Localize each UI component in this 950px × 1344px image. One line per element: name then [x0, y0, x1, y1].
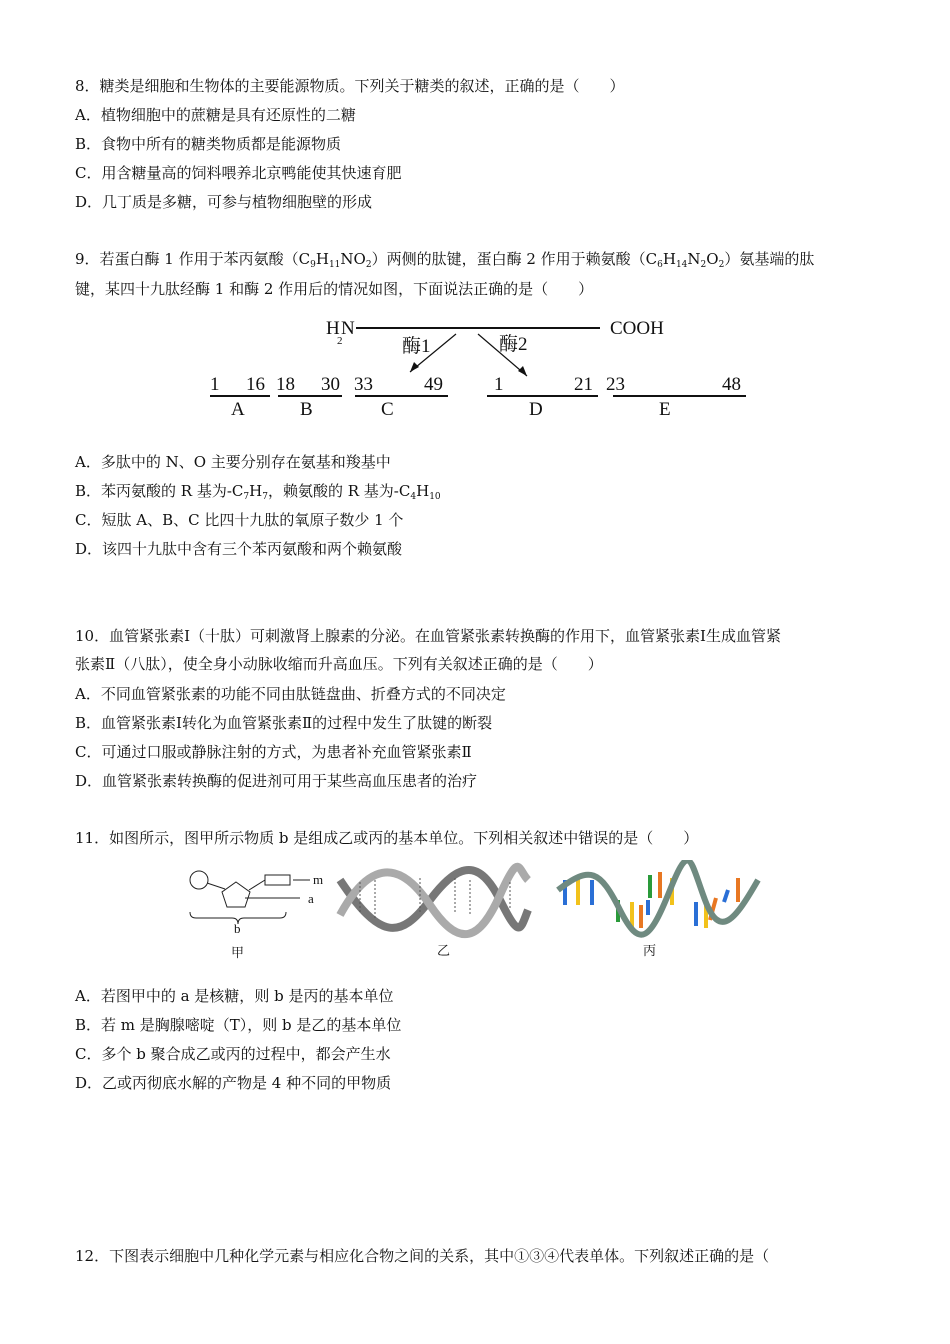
- text-segment: ）氨基端的肽: [724, 250, 815, 268]
- svg-text:48: 48: [722, 374, 741, 395]
- subscript: 2: [718, 260, 725, 270]
- fragment-b: [276, 374, 342, 420]
- subscript: 14: [675, 260, 688, 270]
- n-terminal-n: N: [341, 318, 355, 339]
- text-segment: H: [315, 250, 329, 268]
- q11-stem: 11．如图所示，图甲所示物质 b 是组成乙或丙的基本单位。下列相关叙述中错误的是（ ）: [75, 829, 699, 847]
- svg-text:21: 21: [574, 374, 593, 395]
- subscript: 4: [410, 492, 417, 502]
- enzyme2-arrowhead: [518, 366, 527, 376]
- label-a: a: [308, 891, 314, 906]
- text-segment: H: [662, 250, 676, 268]
- svg-text:C: C: [381, 399, 394, 420]
- svg-text:16: 16: [246, 374, 265, 395]
- text-segment: D．该四十九肽中含有三个苯丙氨酸和两个赖氨酸: [75, 540, 403, 558]
- q8-option-d: D．几丁质是多糖，可参与植物细胞壁的形成: [75, 193, 373, 211]
- subscript: 2: [700, 260, 707, 270]
- enzyme2-label: 酶2: [499, 334, 528, 355]
- text-segment: C．短肽 A、B、C 比四十九肽的氧原子数少 1 个: [75, 511, 404, 529]
- subscript: 7: [243, 492, 250, 502]
- text-segment: O: [706, 250, 719, 268]
- text-segment: 键，某四十九肽经酶 1 和酶 2 作用后的情况如图，下面说法正确的是（ ）: [75, 280, 594, 298]
- svg-text:A: A: [231, 399, 245, 420]
- svg-text:E: E: [659, 399, 671, 420]
- text-segment: B．苯丙氨酸的 R 基为-C: [75, 482, 244, 500]
- text-segment: N: [687, 250, 701, 268]
- q9-option-c: [75, 510, 403, 530]
- svg-text:33: 33: [354, 374, 373, 395]
- q9-option-d: [75, 539, 402, 559]
- text-segment: ，赖氨酸的 R 基为-C: [267, 482, 411, 500]
- q11-option-a: A．若图甲中的 a 是核糖，则 b 是丙的基本单位: [75, 987, 394, 1005]
- rna-single-strand: [558, 860, 758, 934]
- q9-option-a: [75, 452, 391, 472]
- text-segment: H: [249, 482, 263, 500]
- q10-stem-line1: 10．血管紧张素Ⅰ（十肽）可刺激肾上腺素的分泌。在血管紧张素转换酶的作用下，血管紧张素Ⅰ生成血管紧: [75, 627, 781, 645]
- subscript: 11: [328, 260, 341, 270]
- q10-option-a: A．不同血管紧张素的功能不同由肽链盘曲、折叠方式的不同决定: [75, 685, 506, 703]
- svg-text:18: 18: [276, 374, 295, 395]
- q11-option-b: B．若 m 是胸腺嘧啶（T），则 b 是乙的基本单位: [75, 1016, 402, 1034]
- svg-text:49: 49: [424, 374, 443, 395]
- svg-text:23: 23: [606, 374, 625, 395]
- nucleotide-dna-rna-figure: [0, 860, 950, 965]
- text-segment: 9．若蛋白酶 1 作用于苯丙氨酸（C: [75, 250, 311, 268]
- q10-option-d: D．血管紧张素转换酶的促进剂可用于某些高血压患者的治疗: [75, 772, 478, 790]
- q10-option-c: C．可通过口服或静脉注射的方式，为患者补充血管紧张素Ⅱ: [75, 743, 472, 761]
- subscript: 9: [310, 260, 316, 270]
- q11-option-d: D．乙或丙彻底水解的产物是 4 种不同的甲物质: [75, 1074, 392, 1092]
- n-terminal-h: H: [326, 318, 340, 339]
- dna-double-helix: [340, 867, 528, 934]
- text-segment: ）两侧的肽键，蛋白酶 2 作用于赖氨酸（C: [371, 250, 658, 268]
- nucleotide-diagram: [190, 871, 310, 924]
- text-segment: 8．糖类是细胞和生物体的主要能源物质。下列关于糖类的叙述，正确的是（ ）: [75, 77, 625, 95]
- subscript: 7: [262, 492, 268, 502]
- q9-stem-line1: [75, 249, 814, 269]
- svg-text:30: 30: [321, 374, 340, 395]
- q10-option-b: B．血管紧张素Ⅰ转化为血管紧张素Ⅱ的过程中发生了肽键的断裂: [75, 714, 493, 732]
- q9-option-b: [75, 481, 441, 501]
- svg-text:B: B: [300, 399, 313, 420]
- n-terminal-sub: 2: [337, 335, 343, 347]
- label-m: m: [313, 872, 324, 887]
- subscript: 6: [657, 260, 663, 270]
- svg-text:1: 1: [210, 374, 220, 395]
- text-segment: NO: [340, 250, 366, 268]
- q12-stem: 12．下图表示细胞中几种化学元素与相应化合物之间的关系，其中①③④代表单体。下列叙述正确的是（: [75, 1247, 770, 1265]
- q10-stem-line2: 张素Ⅱ（八肽），使全身小动脉收缩而升高血压。下列有关叙述正确的是（ ）: [75, 655, 603, 673]
- text-segment: A．多肽中的 N、O 主要分别存在氨基和羧基中: [75, 453, 391, 471]
- caption-jia: 甲: [231, 945, 245, 960]
- fragment-c: [354, 374, 448, 420]
- q9-stem-line2: [75, 279, 593, 299]
- fragment-a: [210, 374, 270, 420]
- caption-yi: 乙: [437, 943, 451, 958]
- subscript: 2: [365, 260, 372, 270]
- caption-bing: 丙: [643, 943, 657, 958]
- q8-option-c: C．用含糖量高的饲料喂养北京鸭能使其快速育肥: [75, 164, 402, 182]
- enzyme1-arrowhead: [410, 362, 419, 372]
- q8-option-b: B．食物中所有的糖类物质都是能源物质: [75, 135, 342, 153]
- svg-text:D: D: [529, 399, 543, 420]
- q8-stem: [75, 76, 625, 96]
- q11-option-c: C．多个 b 聚合成乙或丙的过程中，都会产生水: [75, 1045, 391, 1063]
- c-terminal: COOH: [610, 318, 664, 339]
- q8-option-a: A．植物细胞中的蔗糖是具有还原性的二糖: [75, 106, 356, 124]
- label-b: b: [234, 921, 241, 936]
- enzyme1-label: 酶1: [402, 336, 431, 357]
- fragment-d: [487, 374, 598, 420]
- text-segment: H: [416, 482, 430, 500]
- fragment-e: [606, 374, 746, 420]
- peptide-cleavage-diagram: [0, 300, 950, 425]
- subscript: 10: [429, 492, 441, 502]
- svg-text:1: 1: [494, 374, 504, 395]
